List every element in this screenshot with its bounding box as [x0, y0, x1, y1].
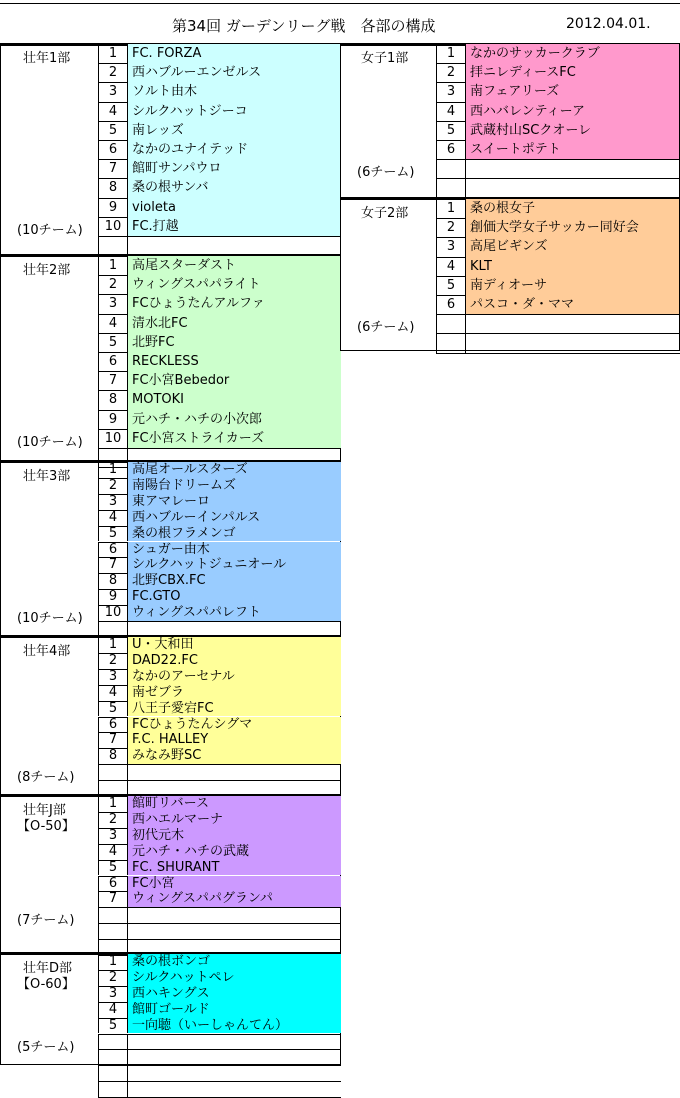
team-name: [128, 923, 341, 939]
team-name: 高尾ビギンズ: [466, 237, 679, 256]
table-row: [98, 605, 341, 621]
table-row: [98, 352, 341, 371]
table-row: [98, 732, 341, 748]
table-row: [98, 701, 341, 717]
team-name: 西ハブルーエンゼルス: [128, 63, 341, 82]
empty-row: [98, 1065, 341, 1081]
table-row: [98, 828, 341, 844]
team-number: 3: [436, 237, 466, 256]
team-name: FC. SHURANT: [128, 860, 341, 876]
table-row: [436, 237, 680, 256]
table-row: [98, 637, 341, 653]
table-row: [98, 573, 341, 589]
title-bar: [0, 3, 680, 46]
table-row: [98, 653, 341, 669]
team-number: 10: [98, 605, 128, 621]
team-name: [128, 764, 341, 780]
table-row: [98, 876, 341, 892]
team-count: (10チーム): [17, 611, 83, 627]
team-name: [128, 1034, 341, 1050]
table-row: [98, 717, 341, 733]
table-row: [98, 121, 341, 140]
team-name: DAD22.FC: [128, 653, 341, 669]
team-number: 3: [98, 494, 128, 510]
team-name: [128, 1081, 341, 1097]
team-name: 館町リバース: [128, 796, 341, 812]
table-row: [436, 121, 680, 140]
team-number: 1: [98, 954, 128, 970]
team-number: 10: [98, 429, 128, 448]
team-name: 南レッズ: [128, 121, 341, 140]
team-name: 西ハブルーインパルス: [128, 510, 341, 526]
table-row: [98, 589, 341, 605]
team-count: (7チーム): [17, 913, 75, 929]
team-name: 館町サンパウロ: [128, 159, 341, 178]
team-number: [436, 314, 466, 333]
division-label: 壮年4部: [23, 644, 71, 659]
team-name: 高尾スターダスト: [128, 256, 341, 275]
team-name: みなみ野SC: [128, 748, 341, 764]
empty-row: [436, 314, 680, 333]
division-label: 壮年2部: [23, 263, 71, 278]
division-label: 壮年D部: [23, 961, 73, 976]
table-row: [98, 954, 341, 970]
page-title: 第34回 ガーデンリーグ戦 各部の構成: [172, 17, 436, 35]
team-name: [466, 314, 679, 333]
team-name: FC.打越: [128, 217, 341, 236]
team-number: 4: [98, 1002, 128, 1018]
division-label: 壮年1部: [23, 51, 71, 66]
team-number: 3: [436, 82, 466, 101]
team-count: (10チーム): [17, 222, 83, 238]
team-number: 9: [98, 198, 128, 217]
team-name: ウィングスパパレフト: [128, 605, 341, 621]
row-divider: [436, 353, 680, 354]
team-number: 1: [436, 44, 466, 63]
team-name: 桑の根サンバ: [128, 178, 341, 197]
team-name: 一向聴（いーしゃんてん）: [128, 1018, 341, 1034]
team-number: 5: [98, 1018, 128, 1034]
table-row: [98, 410, 341, 429]
table-row: [436, 257, 680, 276]
team-name: FC小宮Bebedor: [128, 371, 341, 390]
team-number: [98, 1065, 128, 1081]
table-row: [98, 314, 341, 333]
table-row: [98, 557, 341, 573]
table-row: [98, 1002, 341, 1018]
team-number: 8: [98, 573, 128, 589]
table-row: [436, 140, 680, 159]
team-number: 8: [98, 178, 128, 197]
team-number: 3: [98, 828, 128, 844]
table-row: [98, 140, 341, 159]
team-number: 2: [98, 653, 128, 669]
team-number: 9: [98, 410, 128, 429]
team-name: FCひょうたんアルファ: [128, 294, 341, 313]
table-row: [98, 860, 341, 876]
team-number: 7: [98, 891, 128, 907]
team-name: 西ハバレンティーア: [466, 102, 679, 121]
table-row: [98, 44, 341, 63]
table-row: [436, 63, 680, 82]
table-row: [436, 102, 680, 121]
team-name: なかのアーセナル: [128, 669, 341, 685]
team-number: 1: [98, 256, 128, 275]
team-number: 4: [98, 510, 128, 526]
date-label: 2012.04.01.: [566, 16, 651, 32]
table-row: [98, 494, 341, 510]
empty-row: [436, 333, 680, 352]
team-name: 元ハチ・ハチの小次郎: [128, 410, 341, 429]
team-number: 7: [98, 371, 128, 390]
table-row: [436, 199, 680, 218]
team-name: FC小宮ストライカーズ: [128, 429, 341, 448]
team-number: 1: [98, 637, 128, 653]
empty-row: [436, 178, 680, 197]
men-divisions-panel: [0, 43, 341, 1065]
team-count: (6チーム): [357, 320, 415, 336]
team-number: 6: [98, 542, 128, 558]
team-number: 5: [98, 860, 128, 876]
team-number: 4: [436, 102, 466, 121]
team-number: 6: [436, 140, 466, 159]
team-number: 3: [98, 294, 128, 313]
team-name: [466, 159, 679, 178]
table-row: [98, 198, 341, 217]
team-name: [466, 178, 679, 197]
table-row: [98, 542, 341, 558]
team-number: 9: [98, 589, 128, 605]
team-number: 7: [98, 732, 128, 748]
team-name: 初代元木: [128, 828, 341, 844]
team-number: 3: [98, 986, 128, 1002]
team-name: なかのサッカークラブ: [466, 44, 679, 63]
team-number: 3: [98, 82, 128, 101]
table-row: [98, 478, 341, 494]
team-number: 5: [98, 701, 128, 717]
team-number: 5: [98, 333, 128, 352]
team-number: 2: [436, 218, 466, 237]
team-name: [128, 1065, 341, 1081]
team-name: ソルト由木: [128, 82, 341, 101]
team-number: 8: [98, 748, 128, 764]
table-row: [436, 276, 680, 295]
division-age-tag: 【O-50】: [17, 819, 75, 834]
team-name: 西ハキングス: [128, 986, 341, 1002]
team-name: KLT: [466, 257, 679, 276]
team-name: 館町ゴールド: [128, 1002, 341, 1018]
team-name: U・大和田: [128, 637, 341, 653]
team-number: 4: [436, 257, 466, 276]
team-number: [98, 923, 128, 939]
team-number: 2: [98, 478, 128, 494]
table-row: [436, 44, 680, 63]
table-row: [98, 256, 341, 275]
division-label: 女子1部: [361, 51, 409, 66]
team-number: 6: [98, 876, 128, 892]
team-number: [436, 178, 466, 197]
team-name: スイートポテト: [466, 140, 679, 159]
team-number: 4: [98, 685, 128, 701]
team-name: 南陽台ドリームズ: [128, 478, 341, 494]
team-name: シルクハットジーコ: [128, 102, 341, 121]
team-number: 6: [98, 352, 128, 371]
table-row: [98, 217, 341, 236]
table-row: [98, 970, 341, 986]
team-number: [98, 1034, 128, 1050]
team-number: 2: [436, 63, 466, 82]
team-name: 南フェアリーズ: [466, 82, 679, 101]
team-name: 桑の根女子: [466, 199, 679, 218]
team-name: 高尾オールスターズ: [128, 462, 341, 478]
team-name: シルクハットペレ: [128, 970, 341, 986]
table-row: [98, 986, 341, 1002]
table-row: [98, 390, 341, 409]
team-number: 1: [98, 796, 128, 812]
table-row: [98, 748, 341, 764]
team-name: FC.GTO: [128, 589, 341, 605]
team-name: FC小宮: [128, 876, 341, 892]
team-number: [98, 236, 128, 255]
team-number: [98, 1049, 128, 1065]
table-row: [98, 462, 341, 478]
table-row: [98, 796, 341, 812]
team-name: 桑の根ボンゴ: [128, 954, 341, 970]
team-number: [98, 1081, 128, 1097]
team-name: RECKLESS: [128, 352, 341, 371]
team-count: (5チーム): [17, 1039, 75, 1055]
team-name: 清水北FC: [128, 314, 341, 333]
team-name: F.C. HALLEY: [128, 732, 341, 748]
empty-row: [98, 236, 341, 255]
team-name: 八王子愛宕FC: [128, 701, 341, 717]
team-name: 創価大学女子サッカー同好会: [466, 218, 679, 237]
team-name: 元ハチ・ハチの武蔵: [128, 844, 341, 860]
team-number: 5: [436, 276, 466, 295]
team-number: [436, 159, 466, 178]
team-number: 1: [98, 462, 128, 478]
team-number: 7: [98, 159, 128, 178]
division-label: 壮年3部: [23, 469, 71, 484]
table-row: [98, 371, 341, 390]
team-name: シルクハットジュニオール: [128, 557, 341, 573]
team-name: 北野FC: [128, 333, 341, 352]
table-row: [98, 178, 341, 197]
team-number: 3: [98, 669, 128, 685]
division-label: 壮年J部: [23, 803, 66, 818]
table-row: [436, 82, 680, 101]
table-row: [98, 844, 341, 860]
team-name: violeta: [128, 198, 341, 217]
table-row: [98, 429, 341, 448]
team-number: 2: [98, 970, 128, 986]
division-label: 女子2部: [361, 206, 409, 221]
team-name: 武蔵村山SCクオーレ: [466, 121, 679, 140]
team-name: [466, 333, 679, 352]
team-name: 北野CBX.FC: [128, 573, 341, 589]
team-name: ウィングスパパグランパ: [128, 891, 341, 907]
team-name: 南ディオーサ: [466, 276, 679, 295]
team-number: 10: [98, 217, 128, 236]
empty-row: [98, 764, 341, 780]
empty-row: [436, 159, 680, 178]
empty-row: [98, 1049, 341, 1065]
team-number: 5: [98, 121, 128, 140]
team-name: なかのユナイテッド: [128, 140, 341, 159]
team-name: MOTOKI: [128, 390, 341, 409]
team-number: 4: [98, 314, 128, 333]
team-number: 5: [436, 121, 466, 140]
team-name: シュガー由木: [128, 542, 341, 558]
team-name: FC. FORZA: [128, 44, 341, 63]
table-row: [98, 159, 341, 178]
team-name: ウィングスパパライト: [128, 275, 341, 294]
empty-row: [98, 907, 341, 923]
team-count: (6チーム): [357, 165, 415, 181]
table-row: [98, 275, 341, 294]
team-count: (8チーム): [17, 770, 75, 786]
table-row: [98, 510, 341, 526]
team-name: FCひょうたんシグマ: [128, 717, 341, 733]
table-row: [436, 218, 680, 237]
team-number: 2: [98, 275, 128, 294]
team-number: [98, 907, 128, 923]
team-number: 1: [98, 44, 128, 63]
table-row: [98, 294, 341, 313]
team-number: 2: [98, 812, 128, 828]
team-number: [436, 333, 466, 352]
team-count: (10チーム): [17, 434, 83, 450]
team-number: 8: [98, 390, 128, 409]
team-name: 南ゼブラ: [128, 685, 341, 701]
team-number: 2: [98, 63, 128, 82]
table-row: [98, 891, 341, 907]
team-name: 西ハエルマーナ: [128, 812, 341, 828]
team-number: 6: [98, 140, 128, 159]
table-row: [98, 685, 341, 701]
table-row: [98, 333, 341, 352]
table-row: [98, 102, 341, 121]
empty-row: [98, 923, 341, 939]
team-name: パスコ・ダ・ママ: [466, 295, 679, 314]
team-name: 東アマレーロ: [128, 494, 341, 510]
table-row: [98, 82, 341, 101]
empty-row: [98, 1034, 341, 1050]
table-row: [98, 526, 341, 542]
team-name: [128, 1049, 341, 1065]
team-name: [128, 907, 341, 923]
table-row: [98, 812, 341, 828]
team-number: 4: [98, 844, 128, 860]
table-row: [98, 1018, 341, 1034]
team-number: [98, 764, 128, 780]
women-divisions-panel: [340, 43, 680, 351]
team-number: 4: [98, 102, 128, 121]
table-row: [98, 63, 341, 82]
team-number: 6: [436, 295, 466, 314]
table-row: [98, 669, 341, 685]
team-name: 桑の根フラメンゴ: [128, 526, 341, 542]
team-number: 6: [98, 717, 128, 733]
team-name: [128, 236, 341, 255]
team-name: 拝ニレディースFC: [466, 63, 679, 82]
table-row: [436, 295, 680, 314]
team-number: 5: [98, 526, 128, 542]
empty-row: [98, 1081, 341, 1097]
division-age-tag: 【O-60】: [17, 977, 75, 992]
team-number: 1: [436, 199, 466, 218]
team-number: 7: [98, 557, 128, 573]
